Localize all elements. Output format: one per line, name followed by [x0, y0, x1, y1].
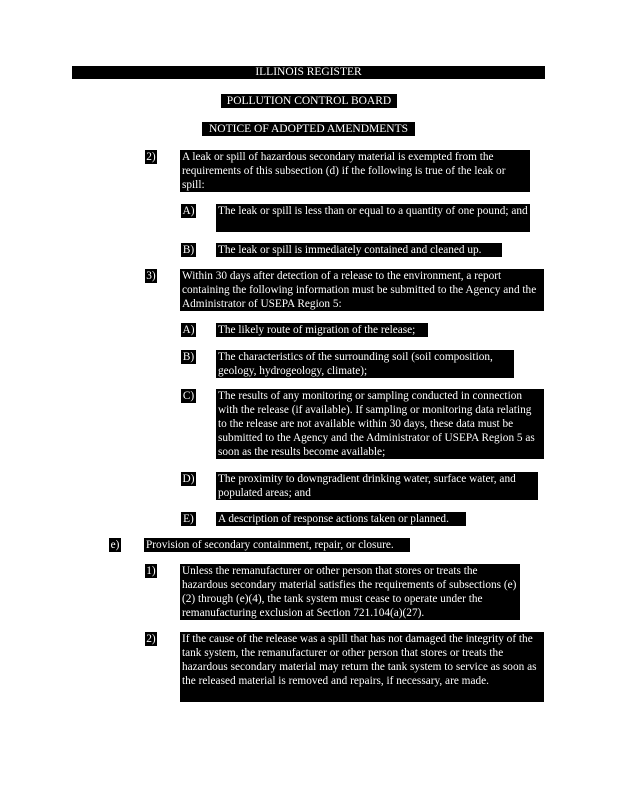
item-3d-text: The proximity to downgradient drinking water, surface water, and populated areas; and — [216, 472, 538, 500]
item-3a-number: A) — [182, 324, 195, 336]
item-3e-text: A description of response actions taken or planned. — [216, 512, 466, 526]
item-e2-text: If the cause of the release was a spill that has not damaged the integrity of the tank system, the remanufacturer or other person that stores or treats the hazardous secondary material may return the tank system to service as soon as the released material is removed and repairs, if necessary, are made. — [180, 632, 544, 702]
board-name: POLLUTION CONTROL BOARD — [221, 94, 397, 108]
item-e1-number: 1) — [146, 565, 156, 577]
item-3-number: 3) — [146, 270, 156, 282]
item-3-text: Within 30 days after detection of a release to the environment, a report containing the following information must be submitted to the Agency and the Administrator of USEPA Region 5: — [180, 269, 544, 311]
item-3d-number: D) — [182, 473, 195, 485]
notice-title: NOTICE OF ADOPTED AMENDMENTS — [202, 122, 415, 136]
item-3e-number: E) — [181, 512, 196, 526]
item-3a-text: The likely route of migration of the release; — [216, 323, 428, 337]
item-2b-text: The leak or spill is immediately contained and cleaned up. — [216, 243, 502, 257]
item-2-text: A leak or spill of hazardous secondary material is exempted from the requirements of this subsection (d) if the following is true of the leak or spill: — [180, 150, 530, 192]
item-e-text: Provision of secondary containment, repair, or closure. — [144, 538, 410, 552]
item-2b-number: B) — [182, 244, 195, 256]
item-2-number: 2) — [146, 151, 156, 163]
register-title: ILLINOIS REGISTER — [72, 66, 545, 79]
item-e2-number: 2) — [146, 633, 156, 645]
item-2a-number: A) — [182, 205, 195, 217]
item-3c-number: C) — [182, 390, 195, 402]
item-3c-text: The results of any monitoring or sampling conducted in connection with the release (if available). If sampling or monitoring data relating to the release are not available within 30 days, these data must be submitted to the Agency and the Administrator of USEPA Region 5 as soon as the results become available; — [216, 389, 544, 459]
item-3b-number: B) — [182, 351, 195, 363]
item-e-number: e) — [110, 539, 120, 551]
item-2a-text: The leak or spill is less than or equal to a quantity of one pound; and — [216, 204, 530, 232]
item-3b-text: The characteristics of the surrounding soil (soil composition, geology, hydrogeology, climate); — [216, 350, 514, 378]
item-e1-text: Unless the remanufacturer or other person that stores or treats the hazardous secondary material satisfies the requirements of subsections (e)(2) through (e)(4), the tank system must cease to operate under the remanufacturing exclusion at Section 721.104(a)(27). — [180, 564, 520, 620]
